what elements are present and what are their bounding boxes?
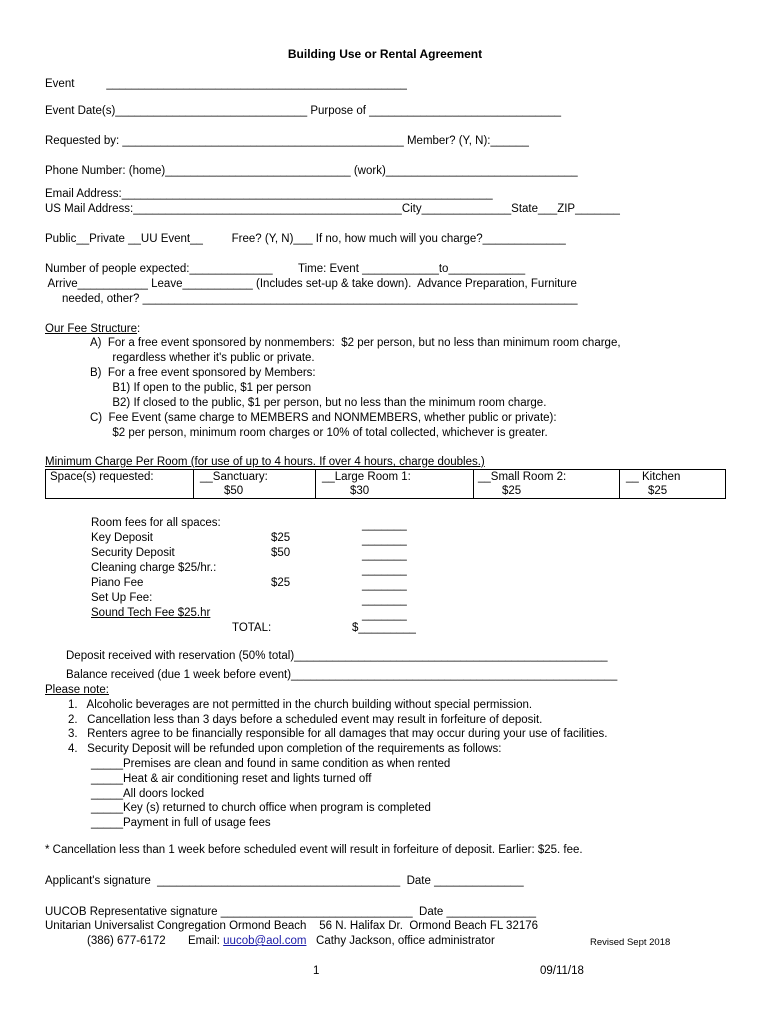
note-item: 1. Alcoholic beverages are not permitted in the church building without special permission. (68, 699, 533, 711)
organization-address: Unitarian Universalist Congregation Ormond Beach 56 N. Halifax Dr. Ormond Beach FL 32176 (45, 920, 539, 932)
checklist-item[interactable]: _____Premises are clean and found in same condition as when rented (91, 758, 451, 770)
checklist-item[interactable]: _____Payment in full of usage fees (91, 817, 271, 829)
event-field[interactable]: Event _______________________________________________ (45, 78, 407, 90)
room-fee: $30 (350, 485, 370, 497)
room-large-1[interactable] (316, 470, 474, 499)
fee-blank-key[interactable]: _______ (362, 534, 407, 546)
room-charge-table (45, 469, 726, 499)
room-name: __Small Room 2: (478, 471, 567, 483)
notes-heading: Please note: (45, 684, 109, 696)
fee-label-room: Room fees for all spaces: (91, 517, 221, 529)
balance-field[interactable]: Balance received (due 1 week before event)___________________________________________________ (66, 669, 618, 681)
fee-line-b: B) For a free event sponsored by Members: (90, 367, 316, 379)
room-kitchen[interactable] (620, 470, 726, 499)
checklist-item[interactable]: _____Key (s) returned to church office when program is completed (91, 802, 431, 814)
fee-amount-key: $25 (271, 532, 291, 544)
arrive-leave-field[interactable]: Arrive___________ Leave___________ (Includes set-up & take down). Advance Preparation, Furniture (45, 278, 577, 290)
fee-blank-cleaning[interactable]: _______ (362, 564, 407, 576)
fee-line-c2: $2 per person, minimum room charges or 10% of total collected, whichever is greater. (90, 427, 548, 439)
event-dates-field[interactable]: Event Date(s)______________________________ Purpose of ______________________________ (45, 105, 562, 117)
room-name: __Sanctuary: (200, 471, 268, 483)
page-title: Building Use or Rental Agreement (287, 47, 483, 61)
event-type-field[interactable]: Public__Private __UU Event__ Free? (Y, N)___ If no, how much will you charge?_____________ (45, 233, 566, 245)
room-small-2[interactable] (474, 470, 620, 499)
phone-field[interactable]: Phone Number: (home)_____________________________ (work)______________________________ (45, 165, 578, 177)
page-number: 1 (313, 965, 320, 977)
spaces-requested-text: Space(s) requested: (50, 471, 154, 483)
email-link[interactable]: uucob@aol.com (223, 935, 307, 947)
note-item: 3. Renters agree to be financially responsible for all damages that may occur during your use of facilities. (68, 728, 608, 740)
checklist-item[interactable]: _____All doors locked (91, 788, 205, 800)
revised-date: Revised Sept 2018 (590, 937, 671, 948)
fee-label-piano: Piano Fee (91, 577, 144, 589)
min-charge-heading: Minimum Charge Per Room (for use of up to 4 hours. If over 4 hours, charge doubles.) (45, 456, 485, 468)
room-sanctuary[interactable] (194, 470, 316, 499)
spaces-requested-label (46, 470, 194, 499)
fee-label-security: Security Deposit (91, 547, 175, 559)
needed-other-field[interactable]: needed, other? ____________________________________________________________________ (62, 293, 578, 305)
fee-amount-piano: $25 (271, 577, 291, 589)
total-label: TOTAL: (232, 622, 272, 634)
fee-label-setup: Set Up Fee: (91, 592, 153, 604)
room-fee: $50 (224, 485, 244, 497)
applicant-signature-field[interactable]: Applicant's signature ______________________________________ Date ______________ (45, 875, 524, 887)
fee-blank-setup[interactable]: _______ (362, 594, 407, 606)
cancellation-note: * Cancellation less than 1 week before scheduled event will result in forfeiture of deposit. Earlier: $25. fee. (45, 844, 583, 856)
fee-structure-heading (45, 322, 140, 336)
fee-amount-security: $50 (271, 547, 291, 559)
print-date: 09/11/18 (540, 965, 584, 977)
room-charge-row (46, 470, 726, 499)
fee-line-a: A) For a free event sponsored by nonmembers: $2 per person, but no less than minimum room charge, (90, 337, 621, 349)
office-admin: Cathy Jackson, office administrator (306, 935, 495, 947)
note-item: 4. Security Deposit will be refunded upon completion of the requirements as follows: (68, 743, 502, 755)
deposit-field[interactable]: Deposit received with reservation (50% total)_________________________________________________ (66, 650, 608, 662)
email-field[interactable]: Email Address:__________________________________________________________ (45, 188, 493, 200)
fee-structure-heading-text: Our Fee Structure (45, 323, 138, 335)
room-name: __ Kitchen (626, 471, 681, 483)
fee-blank-piano[interactable]: _______ (362, 579, 407, 591)
mail-address-field[interactable]: US Mail Address:__________________________________________City______________State___ZIP_______ (45, 203, 620, 215)
people-expected-field[interactable]: Number of people expected:_____________ Time: Event ____________to____________ (45, 263, 526, 275)
checklist-item[interactable]: _____Heat & air conditioning reset and lights turned off (91, 773, 372, 785)
total-blank[interactable]: $_________ (352, 622, 416, 634)
fee-label-key: Key Deposit (91, 532, 154, 544)
fee-line-a2: regardless whether it's public or private. (90, 352, 315, 364)
fee-label-cleaning: Cleaning charge $25/hr.: (91, 562, 217, 574)
fee-line-c: C) Fee Event (same charge to MEMBERS and NONMEMBERS, whether public or private): (90, 412, 557, 424)
room-name: __Large Room 1: (322, 471, 411, 483)
fee-blank-room[interactable]: _______ (362, 519, 407, 531)
fee-structure-colon: : (137, 323, 141, 335)
fee-blank-security[interactable]: _______ (362, 549, 407, 561)
contact-phone: (386) 677-6172 Email: (87, 935, 224, 947)
fee-line-b1: B1) If open to the public, $1 per person (90, 382, 312, 394)
fee-label-sound: Sound Tech Fee $25.hr (91, 607, 211, 619)
room-fee: $25 (502, 485, 522, 497)
fee-blank-sound[interactable]: _______ (362, 609, 407, 621)
requested-by-field[interactable]: Requested by: ____________________________________________ Member? (Y, N):______ (45, 135, 529, 147)
fee-line-b2: B2) If closed to the public, $1 per person, but no less than the minimum room charge. (90, 397, 547, 409)
representative-signature-field[interactable]: UUCOB Representative signature ______________________________ Date ______________ (45, 906, 537, 918)
note-item: 2. Cancellation less than 3 days before a scheduled event may result in forfeiture of deposit. (68, 714, 543, 726)
room-fee: $25 (648, 485, 668, 497)
contact-line (87, 934, 495, 948)
